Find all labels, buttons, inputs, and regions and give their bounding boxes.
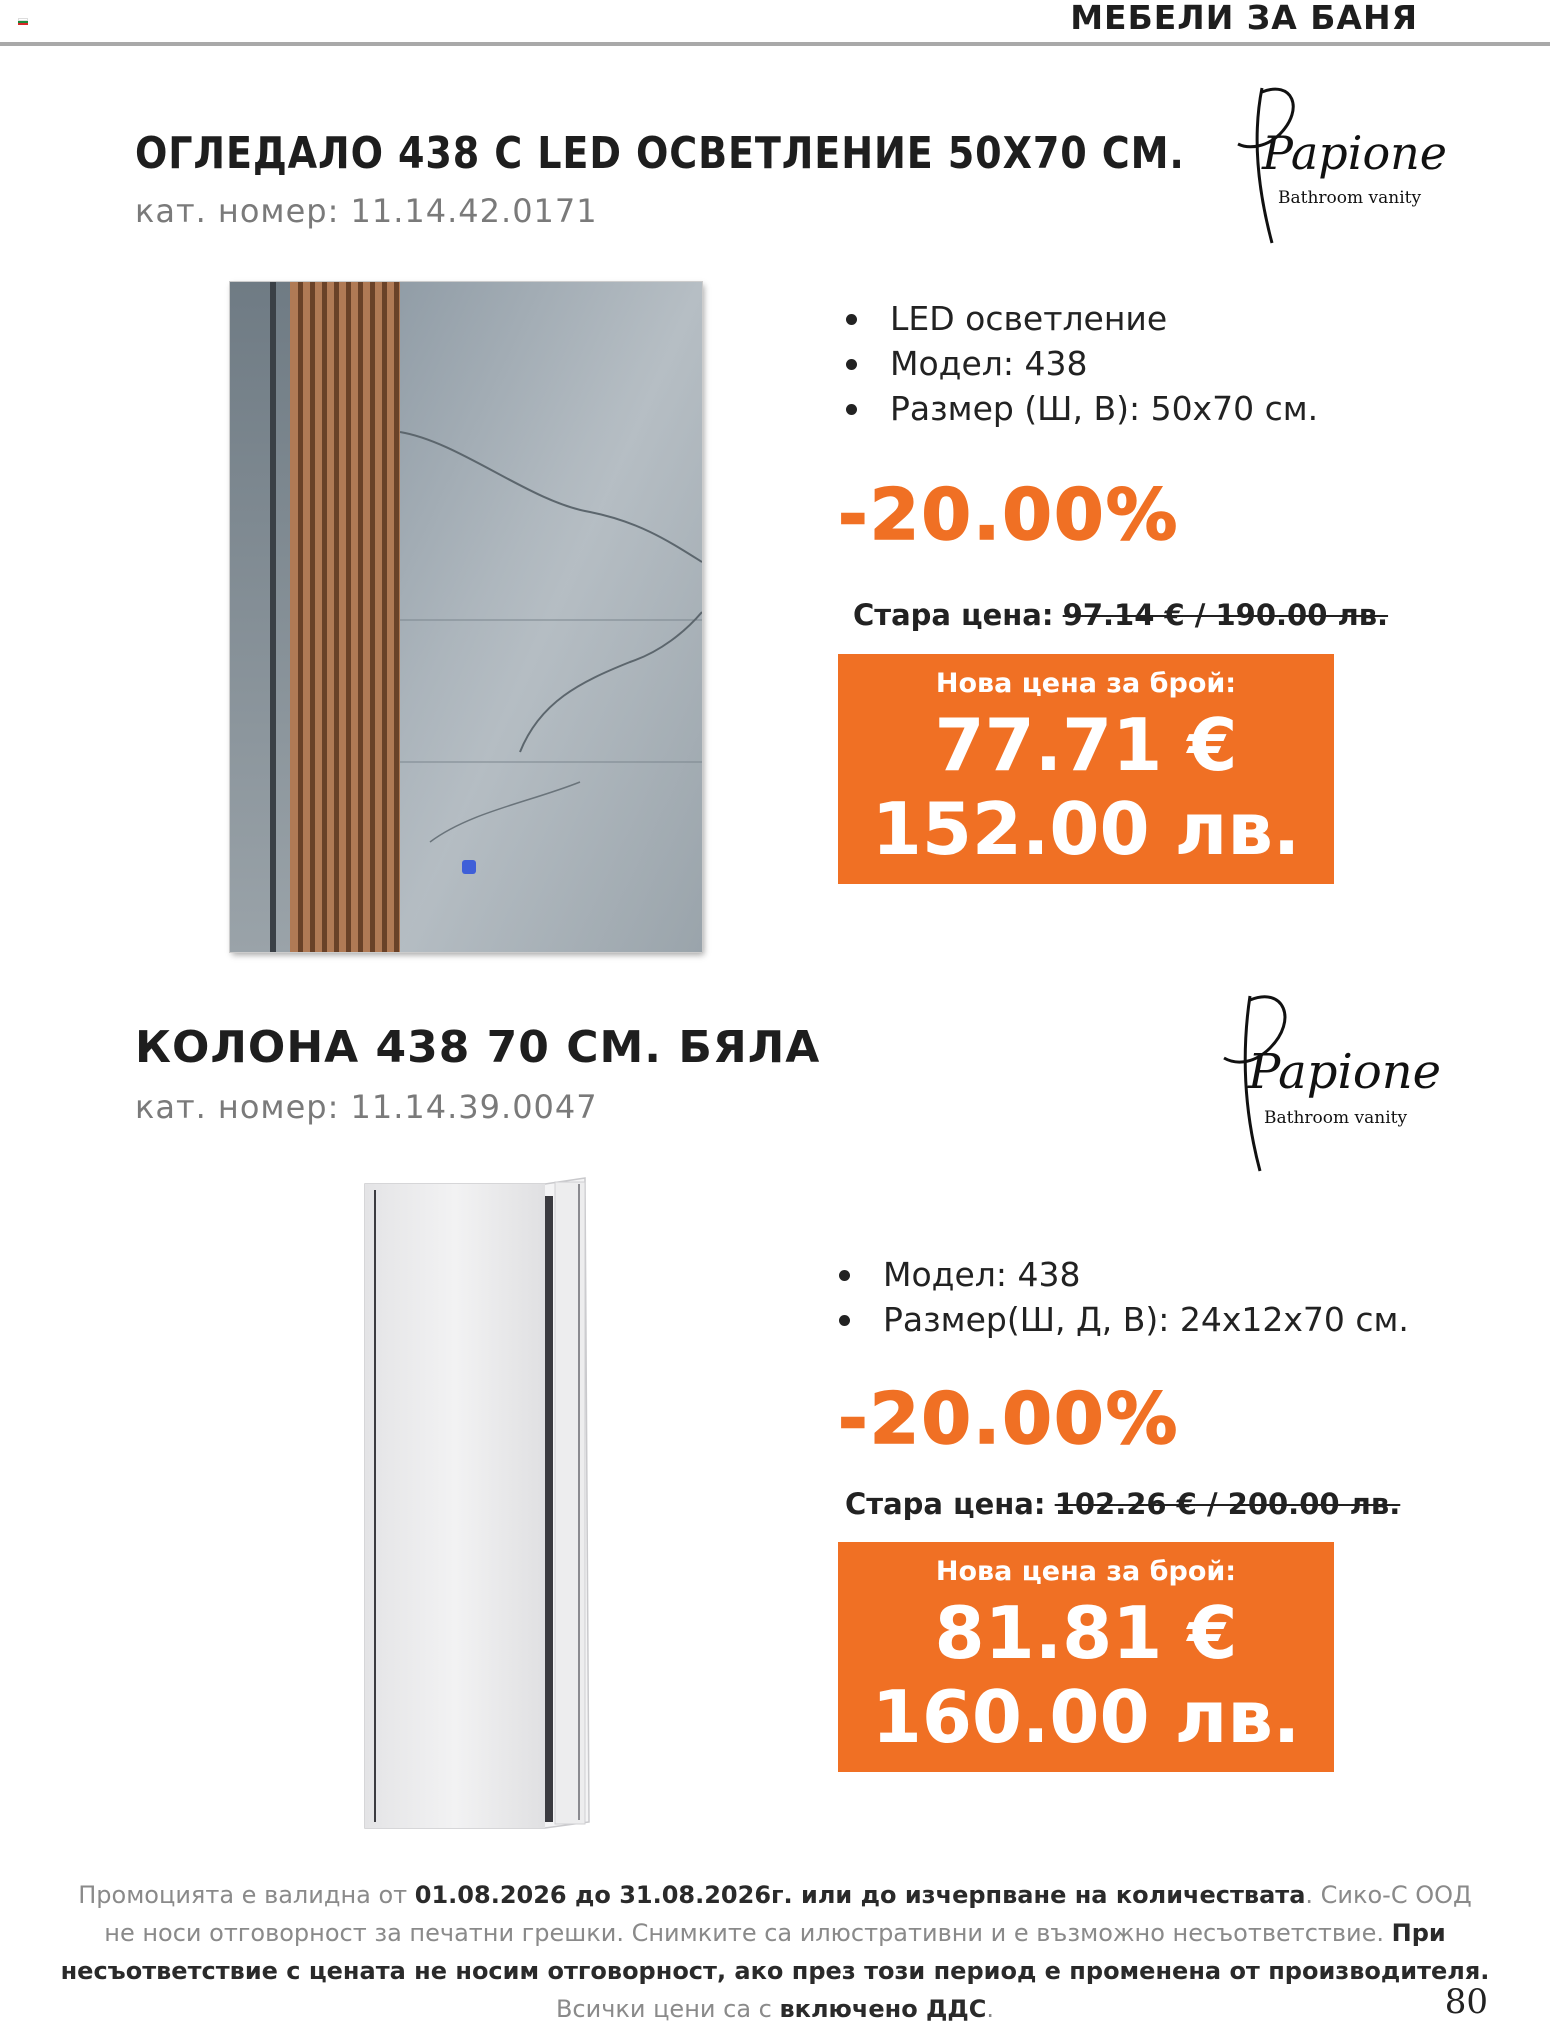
old-price (845, 1487, 1400, 1521)
brand-logo-subtitle: Bathroom vanity (1264, 1108, 1408, 1128)
new-price-bgn: 160.00 лв. (871, 1675, 1301, 1759)
feature-item: Модел: 438 (833, 1252, 1409, 1297)
new-price-eur: 77.71 € (934, 703, 1238, 787)
footer-bold-text: включено ДДС (779, 1995, 987, 2023)
column-illustration (355, 1176, 591, 1830)
feature-item: Модел: 438 (840, 341, 1318, 386)
flag-icon (18, 18, 28, 25)
brand-logo (1198, 986, 1442, 1176)
brand-logo-text: Papione (1262, 126, 1448, 180)
footer-bold-text: 01.08.2026 до 31.08.2026г. или до изчерпване на количествата (414, 1881, 1306, 1909)
catalog-number: кат. номер: 11.14.42.0171 (135, 192, 598, 230)
product-title: ОГЛЕДАЛО 438 С LED ОСВЕТЛЕНИЕ 50Х70 СМ. (135, 128, 1185, 179)
footer-text: . Сико-С ООД не носи отговорност за печатни грешки. Снимките са илюстративни и е възможно несъответствие. (104, 1881, 1472, 1947)
header-divider (0, 42, 1550, 46)
new-price-bgn: 152.00 лв. (871, 787, 1301, 871)
new-price-eur: 81.81 € (934, 1591, 1238, 1675)
old-price-label: Стара цена: (845, 1487, 1046, 1521)
section-title: МЕБЕЛИ ЗА БАНЯ (1070, 0, 1418, 37)
page-number: 80 (1444, 1982, 1488, 2022)
feature-list (840, 296, 1318, 431)
footer-disclaimer (60, 1876, 1490, 2028)
product-image-mirror (230, 282, 702, 952)
brand-logo-subtitle: Bathroom vanity (1278, 188, 1422, 208)
discount-badge: -20.00% (838, 474, 1180, 556)
mirror-illustration (230, 282, 702, 952)
new-price-box (838, 654, 1334, 884)
new-price-caption: Нова цена за брой: (935, 1556, 1237, 1587)
new-price-box (838, 1542, 1334, 1772)
product-image-column (355, 1176, 591, 1830)
brand-logo-text: Papione (1248, 1044, 1442, 1100)
old-price-value: 97.14 € / 190.00 лв. (1062, 598, 1389, 632)
old-price (853, 598, 1388, 632)
footer-text: . (986, 1995, 995, 2023)
feature-item: LED осветление (840, 296, 1318, 341)
feature-list (833, 1252, 1409, 1342)
old-price-value: 102.26 € / 200.00 лв. (1054, 1487, 1401, 1521)
footer-bold-text: При несъответствие с цената не носим отговорност, ако през този период е променена от производителя. (60, 1919, 1490, 1985)
footer-text: Промоцията е валидна от (78, 1881, 415, 1909)
feature-item: Размер (Ш, В): 50х70 см. (840, 386, 1318, 431)
footer-text: Всички цени са с (555, 1995, 780, 2023)
discount-badge: -20.00% (838, 1378, 1180, 1460)
new-price-caption: Нова цена за брой: (935, 668, 1237, 699)
catalog-number: кат. номер: 11.14.39.0047 (135, 1088, 598, 1126)
feature-item: Размер(Ш, Д, В): 24х12х70 см. (833, 1297, 1409, 1342)
old-price-label: Стара цена: (853, 598, 1054, 632)
product-title: КОЛОНА 438 70 СМ. БЯЛА (135, 1022, 821, 1073)
brand-logo (1210, 78, 1448, 248)
